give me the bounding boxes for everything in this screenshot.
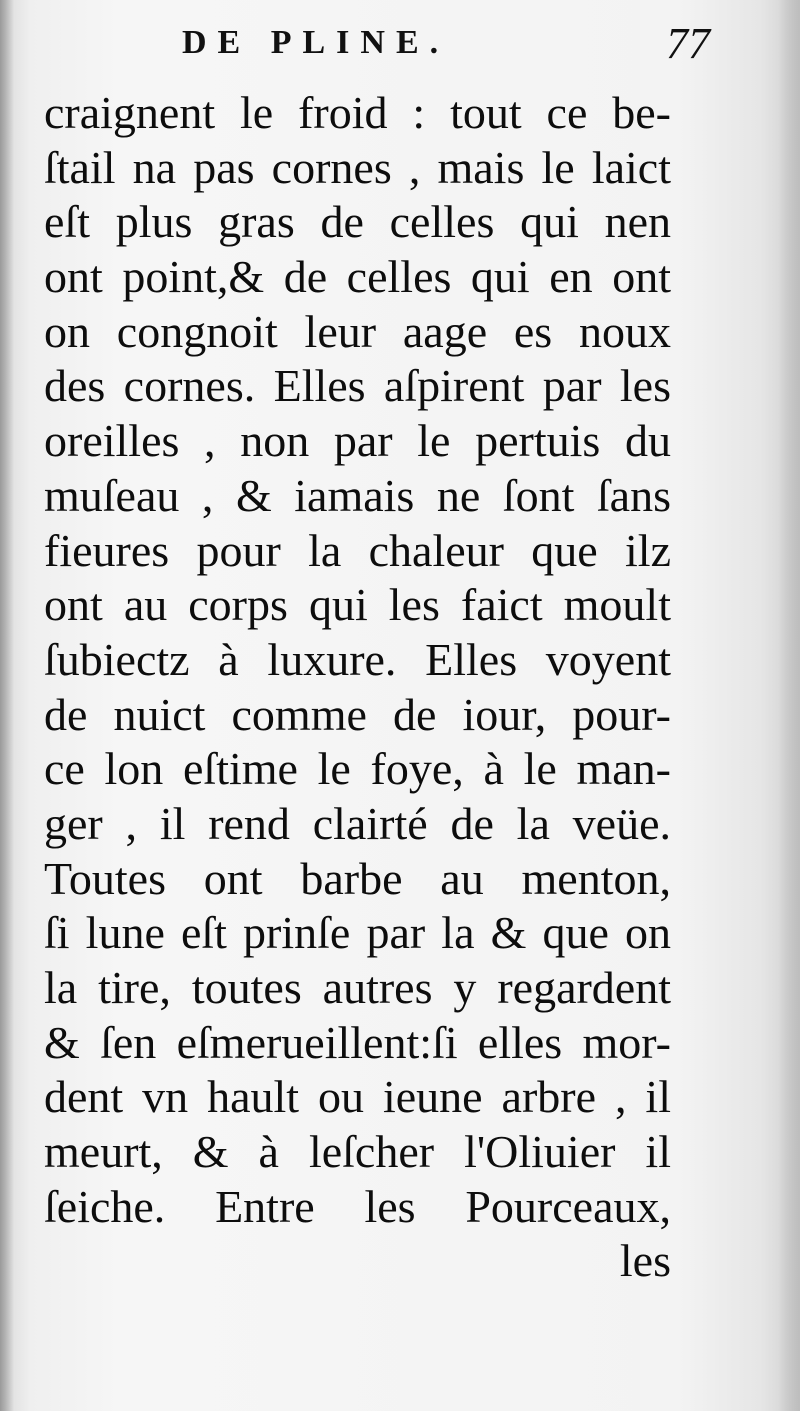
text-line: ont au corps qui les faict moult (44, 579, 671, 631)
text-line: ſeiche. Entre les Pourceaux, (44, 1180, 671, 1232)
text-line: ſtail na pas cornes , mais le laict (44, 141, 671, 193)
text-line: ont point,& de celles qui en ont (44, 251, 671, 303)
edge-shadow (778, 0, 800, 1411)
running-head: DE PLINE. (182, 24, 450, 61)
page-number: 77 (666, 19, 710, 68)
text-line: fieures pour la chaleur que ilz (44, 524, 671, 576)
text-line: des cornes. Elles aſpirent par les (44, 360, 671, 412)
text-line: craignent le froid : tout ce be- (44, 87, 671, 138)
text-line: on congnoit leur aage es noux (44, 305, 671, 357)
page-header (0, 18, 800, 68)
text-line: dent vn hault ou ieune arbre , il (44, 1071, 671, 1123)
text-line: meurt, & à leſcher l'Oliuier il (44, 1126, 671, 1178)
text-line: ce lon eſtime le foye, à le man- (44, 743, 671, 795)
text-line: oreilles , non par le pertuis du (44, 415, 671, 467)
gutter-shadow (0, 0, 14, 1411)
text-line: eſt plus gras de celles qui nen (44, 196, 671, 248)
text-line: Toutes ont barbe au menton, (44, 852, 671, 904)
text-line: ſubiectz à luxure. Elles voyent (44, 633, 671, 685)
text-line: ger , il rend clairté de la veüe. (44, 797, 671, 849)
catchword: les (619, 1235, 671, 1287)
text-line: muſeau , & iamais ne ſont ſans (44, 469, 671, 521)
text-line: la tire, toutes autres y regardent (44, 962, 671, 1013)
text-line: & ſen eſmerueillent:ſi elles mor- (44, 1016, 671, 1068)
body-text (44, 86, 671, 1289)
text-line: de nuict comme de iour, pour- (44, 688, 671, 740)
text-line: ſi lune eſt prinſe par la & que on (44, 907, 671, 959)
